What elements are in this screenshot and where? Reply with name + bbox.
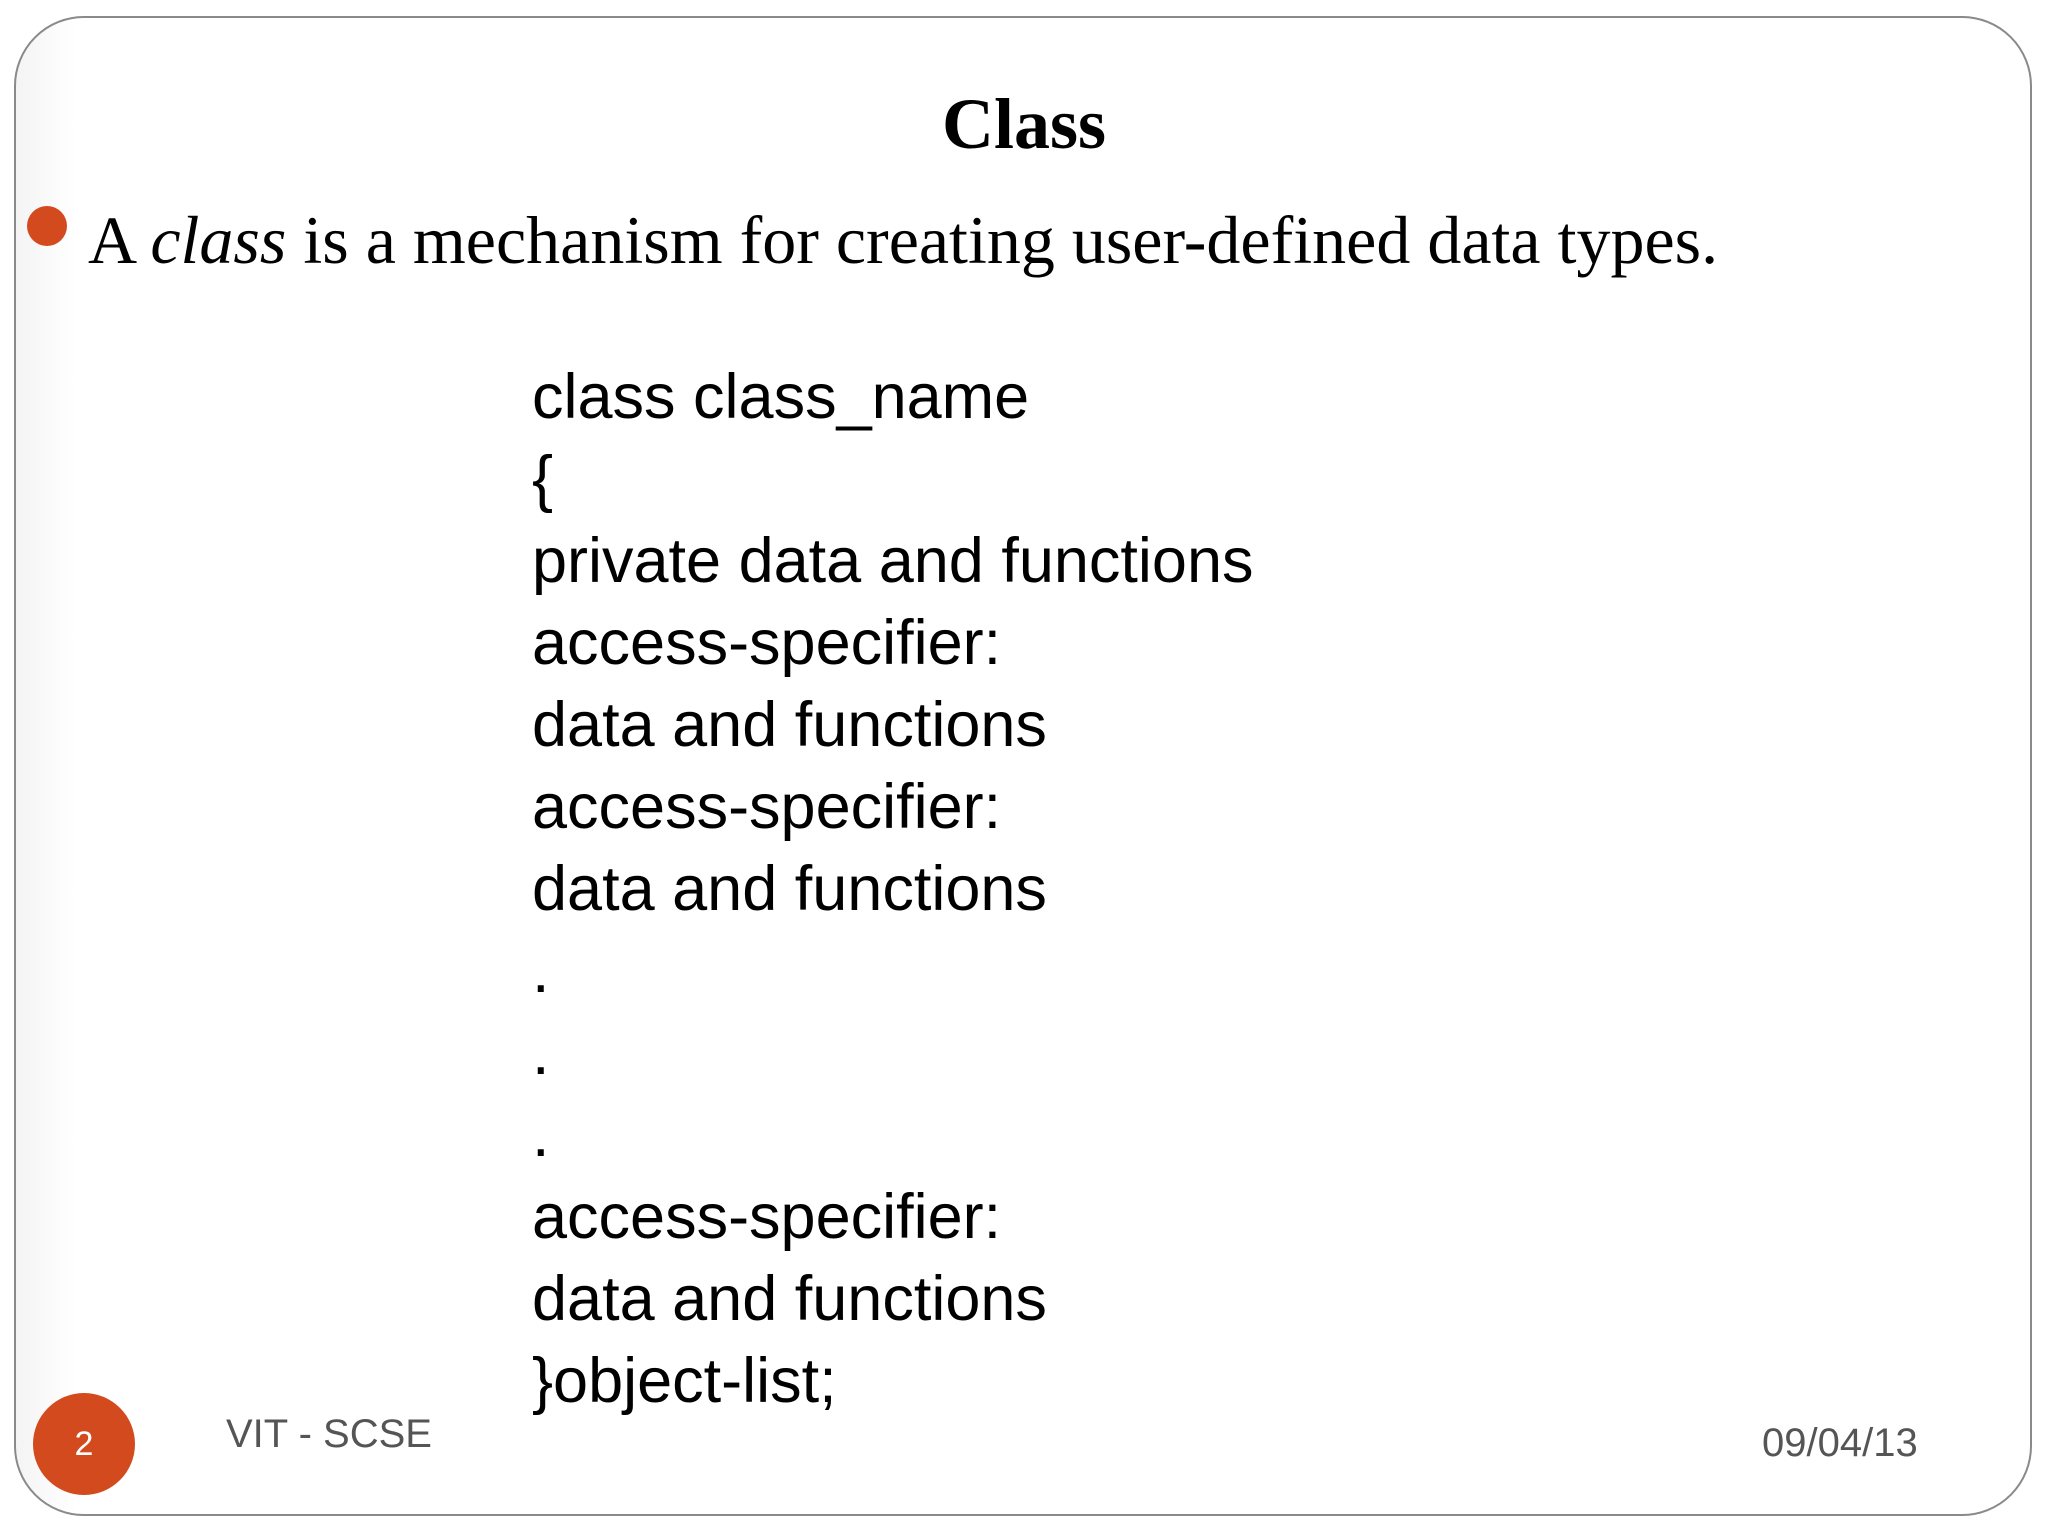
slide-title: Class	[941, 84, 1107, 164]
footer-org-label: VIT - SCSE	[226, 1412, 432, 1456]
footer-date: 09/04/13	[1762, 1421, 1918, 1465]
code-line: .	[532, 1100, 550, 1170]
code-line: access-specifier:	[532, 608, 1002, 678]
code-line: .	[532, 936, 550, 1006]
bullet-suffix: is a mechanism for creating user-defined data types.	[286, 202, 1719, 278]
bullet-emphasis: class	[150, 202, 287, 278]
code-line: }object-list;	[532, 1346, 837, 1416]
code-line: data and functions	[532, 1264, 1047, 1334]
page-number-badge: 2	[33, 1393, 135, 1495]
code-line: .	[532, 1018, 550, 1088]
class-syntax-block	[532, 356, 1254, 1422]
code-line: private data and functions	[532, 526, 1254, 596]
bullet-text	[88, 200, 1718, 280]
code-line: access-specifier:	[532, 1182, 1002, 1252]
code-line: {	[532, 444, 554, 514]
bullet-dot-icon	[27, 206, 67, 246]
code-line: class class_name	[532, 362, 1030, 432]
code-line: access-specifier:	[532, 772, 1002, 842]
code-line: data and functions	[532, 690, 1047, 760]
code-line: data and functions	[532, 854, 1047, 924]
bullet-prefix: A	[88, 202, 151, 278]
